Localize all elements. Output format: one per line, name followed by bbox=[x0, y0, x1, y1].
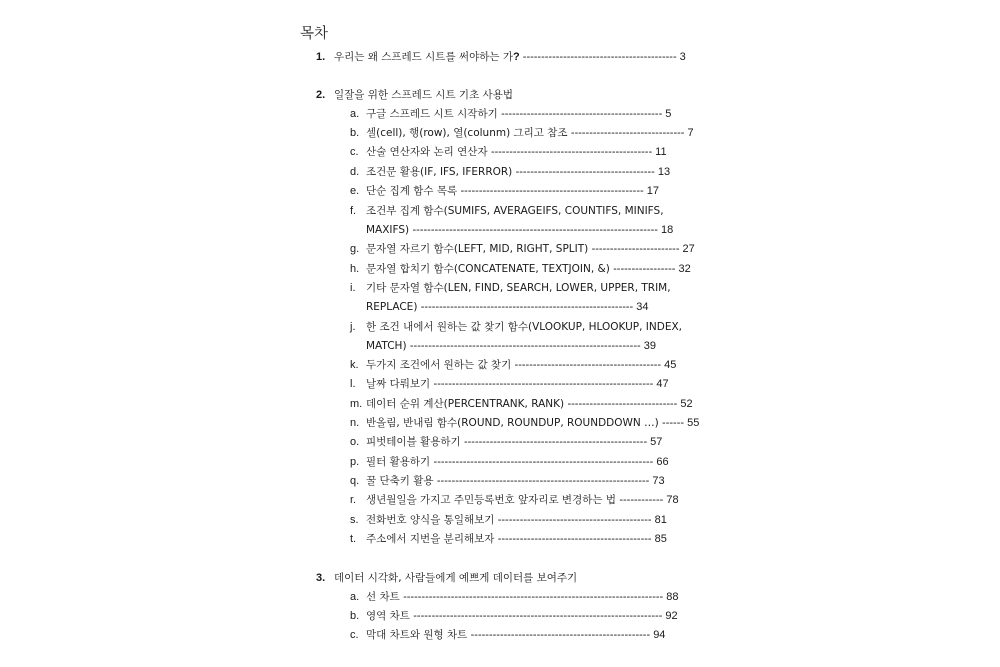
section-number: 3. bbox=[316, 572, 326, 584]
toc-item-2n bbox=[350, 416, 699, 430]
item-leader: ------------ 78 bbox=[619, 494, 679, 506]
item-leader: ------------------------------------------------------------ 66 bbox=[433, 456, 669, 468]
toc-item-2j bbox=[350, 320, 682, 334]
item-text: 반올림, 반내림 함수(ROUND, ROUNDUP, ROUNDDOWN …) bbox=[366, 417, 663, 429]
item-leader: -------------------------------------------------- 57 bbox=[463, 436, 663, 448]
item-leader: -------------------------------------------- 11 bbox=[490, 146, 667, 158]
item-leader: ------------------------------------------ 81 bbox=[497, 514, 667, 526]
toc-item-3c bbox=[350, 628, 665, 642]
item-letter: a. bbox=[350, 108, 360, 120]
item-text: 생년월일을 가지고 주민등록번호 앞자리로 변경하는 법 bbox=[366, 494, 620, 506]
toc-item-2f-continued bbox=[366, 223, 673, 237]
toc-item-2c bbox=[350, 145, 667, 159]
section-number: 2. bbox=[316, 89, 326, 101]
toc-item-2g bbox=[350, 242, 695, 256]
item-letter: l. bbox=[350, 378, 356, 390]
item-text-continued: MAXIFS) bbox=[366, 224, 413, 236]
item-letter: b. bbox=[350, 127, 360, 139]
item-text: 조건문 활용(IF, IFS, IFERROR) bbox=[366, 166, 516, 178]
item-letter: o. bbox=[350, 436, 360, 448]
item-letter: d. bbox=[350, 166, 360, 178]
toc-item-2m bbox=[350, 397, 693, 411]
item-leader: ---------------------------------------- 45 bbox=[514, 359, 677, 371]
toc-item-2h bbox=[350, 262, 691, 276]
toc-item-2e bbox=[350, 184, 659, 198]
item-leader: ------------------------------------------------- 94 bbox=[470, 629, 666, 641]
item-leader: -------------------------------------------- 5 bbox=[501, 108, 672, 120]
item-text: 꿀 단축키 활용 bbox=[366, 475, 437, 487]
item-text: 산술 연산자와 논리 연산자 bbox=[366, 146, 491, 158]
item-text: 전화번호 양식을 통일해보기 bbox=[366, 514, 498, 526]
item-text: 주소에서 지번을 분리해보자 bbox=[366, 533, 498, 545]
section-title: 일잘을 위한 스프레드 시트 기초 사용법 bbox=[334, 89, 513, 101]
item-text: 날짜 다뤄보기 bbox=[366, 378, 434, 390]
toc-item-2d bbox=[350, 165, 670, 179]
item-leader: ------------------------------ 52 bbox=[567, 398, 693, 410]
item-leader: -------------------------------------------------------------------- 92 bbox=[413, 610, 678, 622]
item-letter: b. bbox=[350, 610, 360, 622]
item-text: 데이터 순위 계산(PERCENTRANK, RANK) bbox=[366, 398, 568, 410]
toc-section-3 bbox=[316, 571, 577, 585]
item-text: 두가지 조건에서 원하는 값 찾기 bbox=[366, 359, 515, 371]
section-title-qmark: ? bbox=[512, 51, 520, 63]
item-leader: ------ 55 bbox=[662, 417, 700, 429]
item-leader: ----------------------------------------------------------------------- 88 bbox=[403, 591, 679, 603]
item-text: 기타 문자열 함수(LEN, FIND, SEARCH, LOWER, UPPER, TRIM, bbox=[366, 282, 671, 294]
item-text-continued: MATCH) bbox=[366, 340, 410, 352]
item-leader: ------------------------------- 7 bbox=[570, 127, 694, 139]
toc-item-2j-continued bbox=[366, 339, 656, 353]
toc-item-2s bbox=[350, 513, 667, 527]
toc-section-2 bbox=[316, 88, 513, 102]
item-leader: ------------------------ 27 bbox=[591, 243, 695, 255]
item-leader: ------------------------------------------ 85 bbox=[497, 533, 667, 545]
toc-item-2t bbox=[350, 532, 667, 546]
item-text: 셀(cell), 행(row), 열(colunm) 그리고 참조 bbox=[366, 127, 571, 139]
item-letter: k. bbox=[350, 359, 359, 371]
item-letter: i. bbox=[350, 282, 356, 294]
item-text: 단순 집계 함수 목록 bbox=[366, 185, 461, 197]
item-leader: ------------------------------------------------------------ 47 bbox=[433, 378, 669, 390]
toc-item-2l bbox=[350, 377, 669, 391]
item-letter: r. bbox=[350, 494, 357, 506]
item-text: 선 차트 bbox=[366, 591, 404, 603]
toc-item-2k bbox=[350, 358, 676, 372]
toc-item-2i bbox=[350, 281, 671, 295]
item-letter: c. bbox=[350, 146, 359, 158]
section-number: 1. bbox=[316, 51, 326, 63]
item-text: 문자열 합치기 함수(CONCATENATE, TEXTJOIN, &) bbox=[366, 263, 614, 275]
item-leader: -------------------------------------- 13 bbox=[515, 166, 671, 178]
item-leader: ------------------------------------------------------------------- 18 bbox=[412, 224, 674, 236]
item-letter: m. bbox=[350, 398, 363, 410]
item-text: 영역 차트 bbox=[366, 610, 414, 622]
toc-item-3b bbox=[350, 609, 678, 623]
item-text: 한 조건 내에서 원하는 값 찾기 함수(VLOOKUP, HLOOKUP, INDEX, bbox=[366, 321, 683, 333]
item-text: 구글 스프레드 시트 시작하기 bbox=[366, 108, 502, 120]
item-leader: ----------------- 32 bbox=[613, 263, 691, 275]
item-text: 피벗테이블 활용하기 bbox=[366, 436, 464, 448]
item-text: 문자열 자르기 함수(LEFT, MID, RIGHT, SPLIT) bbox=[366, 243, 592, 255]
item-letter: h. bbox=[350, 263, 360, 275]
item-letter: j. bbox=[350, 321, 356, 333]
toc-item-2r bbox=[350, 493, 679, 507]
toc-item-2o bbox=[350, 435, 662, 449]
item-text-continued: REPLACE) bbox=[366, 301, 421, 313]
item-text: 필터 활용하기 bbox=[366, 456, 434, 468]
toc-heading: 목차 bbox=[300, 26, 329, 42]
item-leader: --------------------------------------------------------------- 39 bbox=[409, 340, 656, 352]
item-letter: g. bbox=[350, 243, 360, 255]
toc-item-2p bbox=[350, 455, 669, 469]
item-letter: s. bbox=[350, 514, 359, 526]
toc-item-2a bbox=[350, 107, 671, 121]
section-title: 우리는 왜 스프레드 시트를 써야하는 가 bbox=[334, 51, 513, 63]
item-letter: f. bbox=[350, 205, 357, 217]
item-letter: e. bbox=[350, 185, 360, 197]
item-letter: c. bbox=[350, 629, 359, 641]
toc-item-2b bbox=[350, 126, 694, 140]
section-title: 데이터 시각화, 사람들에게 예쁘게 데이터를 보여주기 bbox=[334, 572, 578, 584]
item-letter: a. bbox=[350, 591, 360, 603]
section-leader: ------------------------------------------ 3 bbox=[519, 51, 686, 63]
item-text: 조건부 집계 함수(SUMIFS, AVERAGEIFS, COUNTIFS, MINIFS, bbox=[366, 205, 664, 217]
toc-item-3a bbox=[350, 590, 678, 604]
item-leader: ---------------------------------------------------------- 34 bbox=[420, 301, 649, 313]
toc-item-2q bbox=[350, 474, 665, 488]
item-letter: t. bbox=[350, 533, 357, 545]
item-letter: n. bbox=[350, 417, 360, 429]
item-leader: -------------------------------------------------- 17 bbox=[460, 185, 659, 197]
item-leader: ---------------------------------------------------------- 73 bbox=[436, 475, 665, 487]
toc-item-2i-continued bbox=[366, 300, 649, 314]
toc-item-2f bbox=[350, 204, 664, 218]
item-text: 막대 차트와 원형 차트 bbox=[366, 629, 471, 641]
item-letter: q. bbox=[350, 475, 360, 487]
item-letter: p. bbox=[350, 456, 360, 468]
toc-section-1 bbox=[316, 50, 686, 64]
